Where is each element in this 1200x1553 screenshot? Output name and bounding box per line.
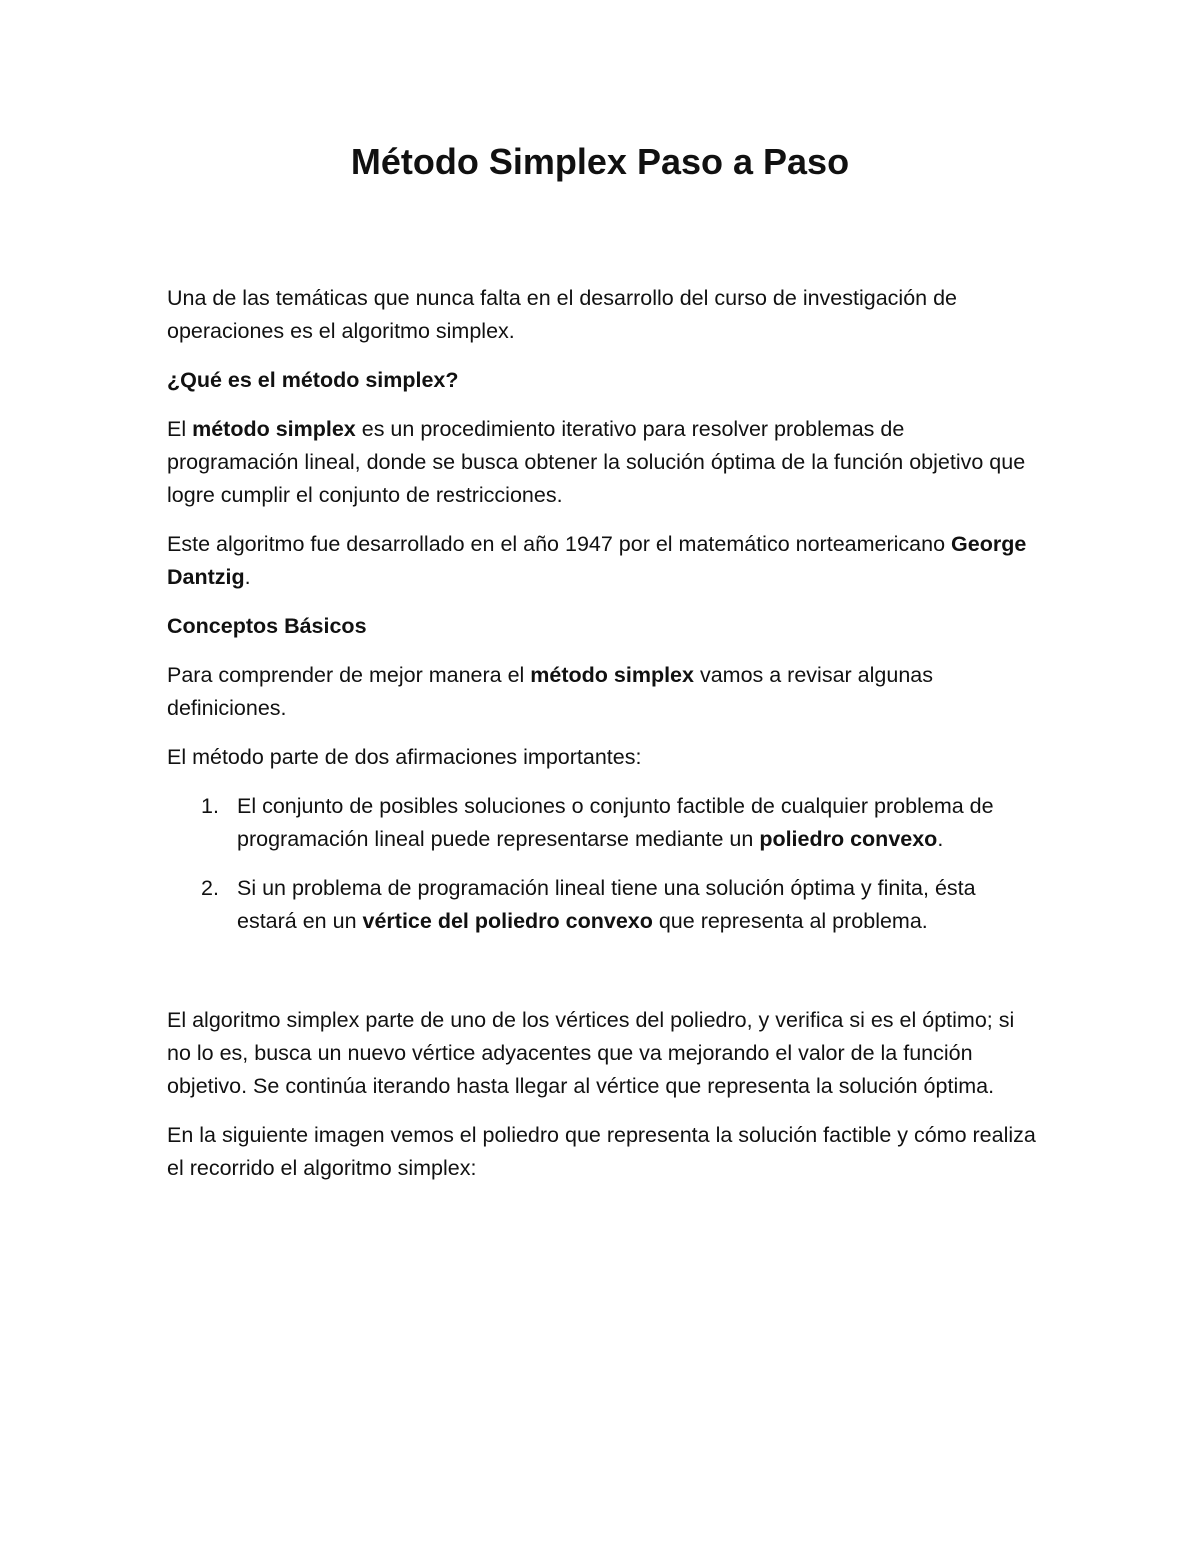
section-heading-what-is: ¿Qué es el método simplex? xyxy=(167,368,459,392)
image-intro-paragraph: En la siguiente imagen vemos el poliedro que representa la solución factible y cómo realiza el recorrido el algoritmo simplex: xyxy=(167,1123,1036,1180)
algorithm-paragraph: El algoritmo simplex parte de uno de los vértices del poliedro, y verifica si es el óptimo; si no lo es, busca un nuevo vértice adyacentes que va mejorando el valor de la función objetivo. Se continúa iterando hasta llegar al vértice que representa la solución óptima. xyxy=(167,1008,1015,1098)
history-text-pre: Este algoritmo fue desarrollado en el año 1947 por el matemático norteamericano xyxy=(167,532,952,556)
intro-paragraph: Una de las temáticas que nunca falta en el desarrollo del curso de investigación de operaciones es el algoritmo simplex. xyxy=(167,286,958,343)
history-author: George Dantzig xyxy=(167,532,1027,589)
history-text-post: . xyxy=(244,565,251,589)
list-item xyxy=(167,790,1037,856)
list-item-text-post: que representa al problema. xyxy=(652,909,928,933)
claims-list xyxy=(167,790,1037,938)
document-body xyxy=(167,282,1037,1201)
list-number: 2. xyxy=(201,876,219,900)
definition-paragraph xyxy=(167,413,1037,512)
list-item-term: vértice del poliedro convexo xyxy=(362,909,653,933)
list-item-text-post: . xyxy=(937,827,944,851)
definition-text-pre: El xyxy=(167,417,193,441)
history-paragraph xyxy=(167,528,1037,594)
definition-text-post: es un procedimiento iterativo para resolver problemas de programación lineal, donde se busca obtener la solución óptima de la función objetivo que logre cumplir el conjunto de restricciones. xyxy=(167,417,1026,507)
basics-text-post: vamos a revisar algunas definiciones. xyxy=(167,663,933,720)
list-item-text-pre: El conjunto de posibles soluciones o conjunto factible de cualquier problema de programación lineal puede representarse mediante un xyxy=(237,794,994,851)
definition-term: método simplex xyxy=(192,417,356,441)
list-item-term: poliedro convexo xyxy=(759,827,938,851)
list-number: 1. xyxy=(201,794,219,818)
claims-intro: El método parte de dos afirmaciones importantes: xyxy=(167,745,642,769)
basics-paragraph xyxy=(167,659,1037,725)
section-heading-basics: Conceptos Básicos xyxy=(167,614,367,638)
basics-text-pre: Para comprender de mejor manera el xyxy=(167,663,531,687)
spacer xyxy=(167,954,1037,1004)
page-title: Método Simplex Paso a Paso xyxy=(350,141,850,182)
list-item-text-pre: Si un problema de programación lineal tiene una solución óptima y finita, ésta estará en un xyxy=(237,876,976,933)
list-item xyxy=(167,872,1037,938)
basics-term: método simplex xyxy=(530,663,694,687)
